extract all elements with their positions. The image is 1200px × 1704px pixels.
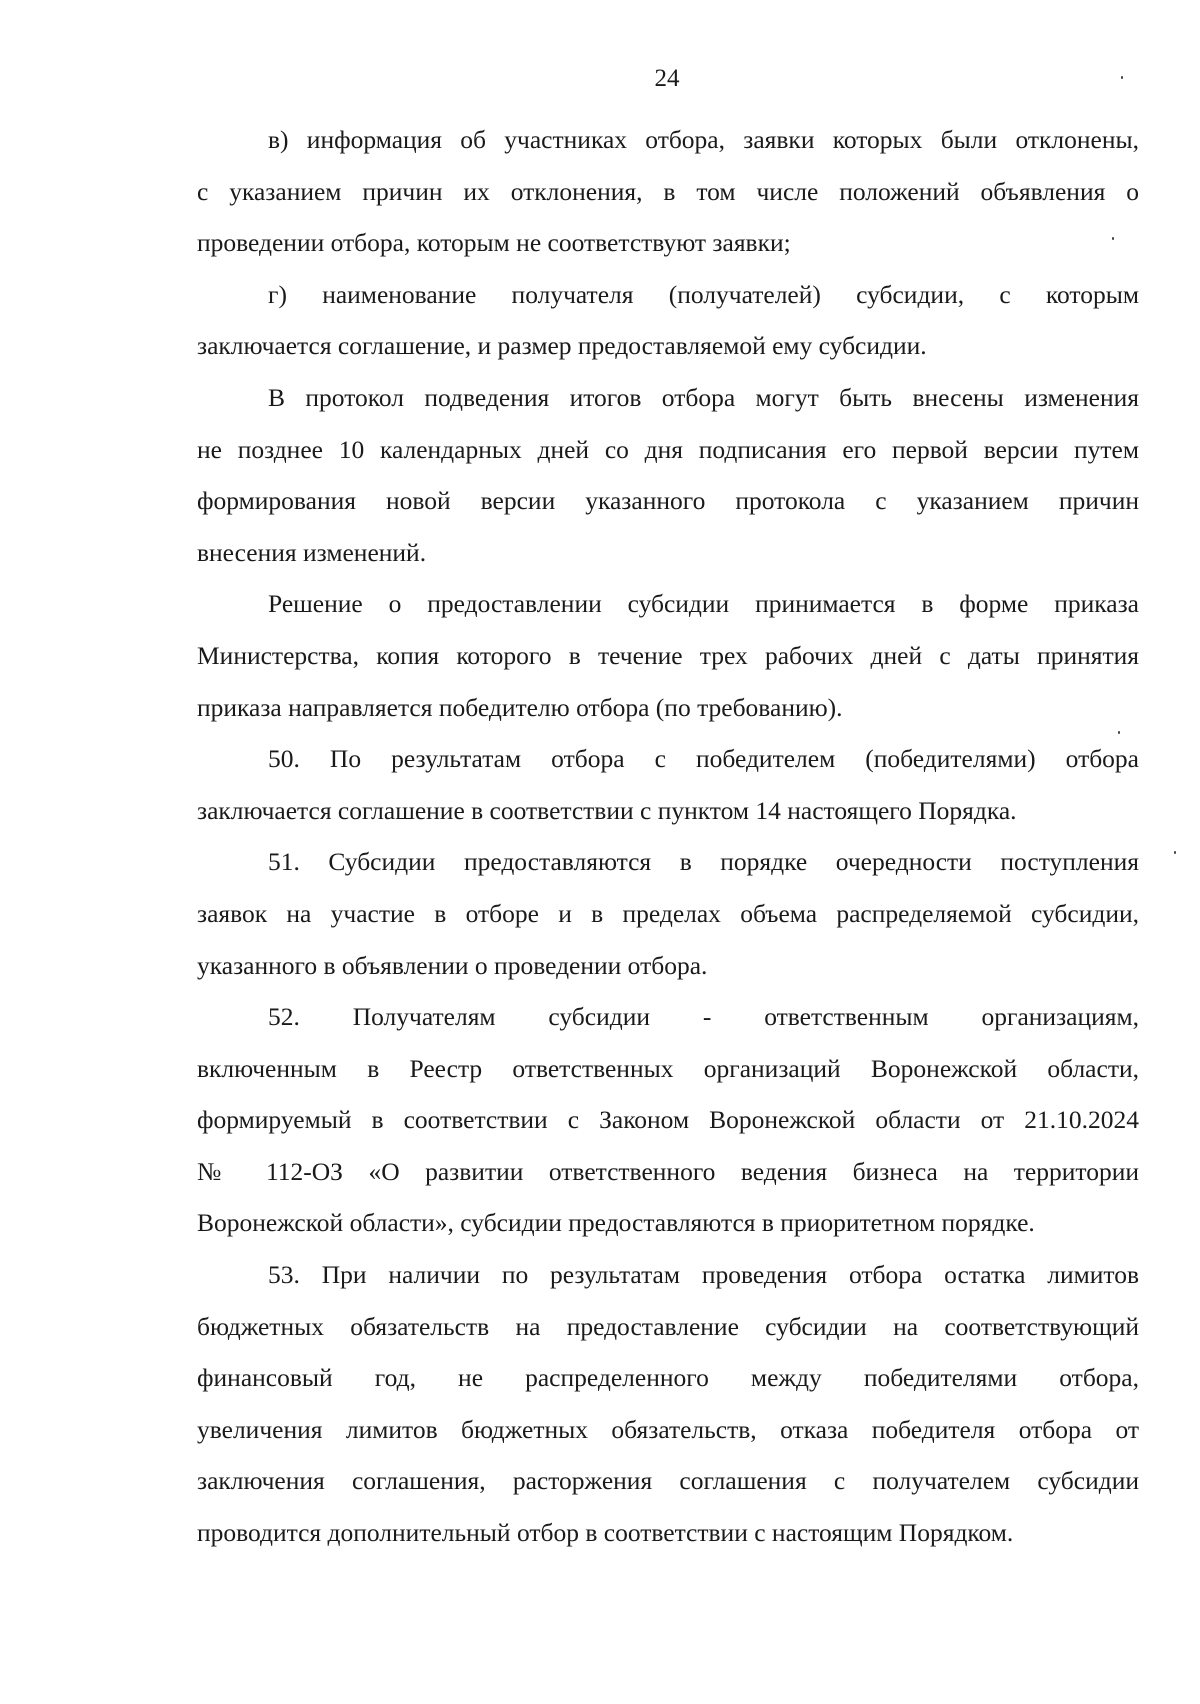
text-line: заключается соглашение, и размер предоставляемой ему субсидии. <box>197 331 927 361</box>
paragraph-g <box>197 269 1139 372</box>
text-line: с указанием причин их отклонения, в том числе положений объявления о <box>197 176 1139 206</box>
text-line: № 112-ОЗ «О развитии ответственного ведения бизнеса на территории <box>197 1156 1139 1186</box>
paragraph-v <box>197 114 1139 269</box>
text-line: проведении отбора, которым не соответствуют заявки; <box>197 228 791 258</box>
text-line: г) наименование получателя (получателей) субсидии, с которым <box>268 279 1139 309</box>
page-number: 24 <box>654 65 680 92</box>
paragraph-52 <box>197 991 1139 1249</box>
text-line: бюджетных обязательств на предоставление субсидии на соответствующий <box>197 1311 1139 1341</box>
scan-speck <box>1121 76 1123 79</box>
text-line: формирования новой версии указанного протокола с указанием причин <box>197 486 1139 516</box>
scan-speck <box>1118 731 1120 734</box>
text-line: В протокол подведения итогов отбора могут быть внесены изменения <box>268 382 1139 412</box>
paragraph-decision <box>197 578 1139 733</box>
text-line: внесения изменений. <box>197 537 427 567</box>
text-line: в) информация об участниках отбора, заявки которых были отклонены, <box>268 125 1139 154</box>
text-line: Решение о предоставлении субсидии принимается в форме приказа <box>268 589 1139 619</box>
paragraph-protocol-changes <box>197 372 1139 578</box>
text-line: финансовый год, не распределенного между победителями отбора, <box>197 1363 1139 1393</box>
text-line: 51. Субсидии предоставляются в порядке очередности поступления <box>268 847 1139 877</box>
scan-speck <box>1112 237 1114 240</box>
scan-speck <box>1174 851 1176 854</box>
text-line: Министерства, копия которого в течение трех рабочих дней с даты принятия <box>197 640 1139 670</box>
paragraph-50 <box>197 733 1139 836</box>
text-line: увеличения лимитов бюджетных обязательств, отказа победителя отбора от <box>197 1414 1139 1444</box>
text-line: включенным в Реестр ответственных организаций Воронежской области, <box>197 1053 1139 1083</box>
paragraph-53 <box>197 1249 1139 1559</box>
text-line: указанного в объявлении о проведении отбора. <box>197 950 708 980</box>
text-line: 52. Получателям субсидии - ответственным организациям, <box>268 1002 1139 1032</box>
text-line: 50. По результатам отбора с победителем (победителями) отбора <box>268 744 1139 774</box>
text-line: Воронежской области», субсидии предоставляются в приоритетном порядке. <box>197 1208 1035 1238</box>
text-line: 53. При наличии по результатам проведения отбора остатка лимитов <box>268 1260 1139 1290</box>
text-line: не позднее 10 календарных дней со дня подписания его первой версии путем <box>197 434 1139 464</box>
text-line: заявок на участие в отборе и в пределах объема распределяемой субсидии, <box>197 898 1139 928</box>
text-line: формируемый в соответствии с Законом Воронежской области от 21.10.2024 <box>197 1105 1139 1135</box>
paragraph-51 <box>197 836 1139 991</box>
document-body <box>197 114 1139 1559</box>
text-line: проводится дополнительный отбор в соответствии с настоящим Порядком. <box>197 1518 1014 1548</box>
text-line: приказа направляется победителю отбора (по требованию). <box>197 692 843 722</box>
text-line: заключения соглашения, расторжения соглашения с получателем субсидии <box>197 1466 1139 1496</box>
text-line: заключается соглашение в соответствии с пунктом 14 настоящего Порядка. <box>197 795 1017 825</box>
